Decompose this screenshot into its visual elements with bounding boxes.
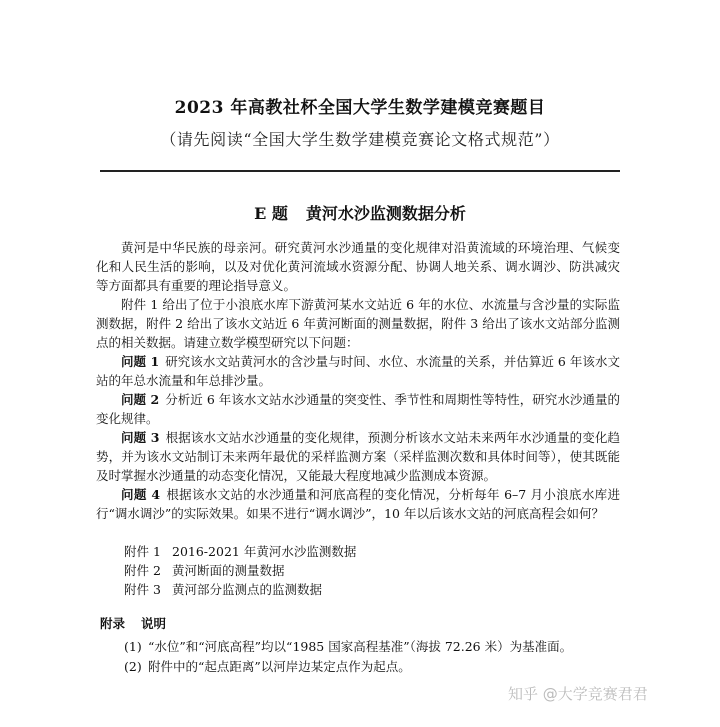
attachment-list xyxy=(124,542,356,599)
attachment-item xyxy=(124,542,356,561)
problem-label: E 题 xyxy=(254,204,288,223)
note-item xyxy=(124,637,572,657)
question-label: 问题 1 xyxy=(121,354,160,369)
question-text: 分析近 6 年该水文站水沙通量的突变性、季节性和周期性等特性，研究水沙通量的变化规律。 xyxy=(96,392,620,426)
appendix-heading xyxy=(100,614,166,632)
attachment-number: 附件 2 xyxy=(124,563,161,578)
header-divider xyxy=(100,170,620,172)
question-label: 问题 3 xyxy=(121,430,160,445)
note-item xyxy=(124,657,572,677)
data-paragraph: 附件 1 给出了位于小浪底水库下游黄河某水文站近 6 年的水位、水流量与含沙量的实际监测数据，附件 2 给出了该水文站近 6 年黄河断面的测量数据，附件 3 给出了该水文站部分监测点的相关数据。请建立数学模型研究以下问题： xyxy=(96,297,620,350)
question-text: 研究该水文站黄河水的含沙量与时间、水位、水流量的关系，并估算近 6 年该水文站的年总水流量和年总排沙量。 xyxy=(96,354,620,388)
attachment-number: 附件 1 xyxy=(124,544,161,559)
question-1 xyxy=(96,352,620,390)
question-label: 问题 4 xyxy=(121,487,161,502)
attachment-text: 黄河部分监测点的监测数据 xyxy=(172,582,323,597)
question-text: 根据该水文站的水沙通量和河底高程的变化情况，分析每年 6–7 月小浪底水库进行“调水调沙”的实际效果。如果不进行“调水调沙”，10 年以后该水文站的河底高程会如何？ xyxy=(96,487,620,521)
note-text: “水位”和“河底高程”均以“1985 国家高程基准”（海拔 72.26 米）为基准面。 xyxy=(148,639,573,654)
attachment-text: 黄河断面的测量数据 xyxy=(172,563,285,578)
problem-body xyxy=(96,238,620,523)
question-4 xyxy=(96,485,620,523)
appendix-title-text: 说明 xyxy=(141,616,167,631)
note-text: 附件中的“起点距离”以河岸边某定点作为起点。 xyxy=(148,659,411,674)
question-text: 根据该水文站水沙通量的变化规律，预测分析该水文站未来两年水沙通量的变化趋势，并为该水文站制订未来两年最优的采样监测方案（采样监测次数和具体时间等），使其既能及时掌握水沙通量的动态变化情况，又能最大程度地减少监测成本资源。 xyxy=(96,430,620,483)
appendix-notes xyxy=(124,637,572,677)
problem-name: 黄河水沙监测数据分析 xyxy=(305,204,466,223)
attachment-item xyxy=(124,561,356,580)
attachment-text: 2016-2021 年黄河水沙监测数据 xyxy=(172,544,357,559)
intro-paragraph: 黄河是中华民族的母亲河。研究黄河水沙通量的变化规律对沿黄流域的环境治理、气候变化和人民生活的影响，以及对优化黄河流域水资源分配、协调人地关系、调水调沙、防洪减灾等方面都具有重要的理论指导意义。 xyxy=(96,240,620,293)
watermark: 知乎 @大学竞赛君君 xyxy=(508,685,648,703)
contest-title: 2023 年高教社杯全国大学生数学建模竞赛题目 xyxy=(174,98,546,118)
attachment-item xyxy=(124,580,356,599)
question-label: 问题 2 xyxy=(121,392,160,407)
question-3 xyxy=(96,428,620,485)
question-2 xyxy=(96,390,620,428)
problem-title xyxy=(0,201,720,224)
attachment-number: 附件 3 xyxy=(124,582,161,597)
contest-subtitle: （请先阅读“全国大学生数学建模竞赛论文格式规范”） xyxy=(160,130,560,149)
appendix-label: 附录 xyxy=(100,616,126,631)
note-number: (2) xyxy=(124,659,142,674)
note-number: (1) xyxy=(124,639,142,654)
